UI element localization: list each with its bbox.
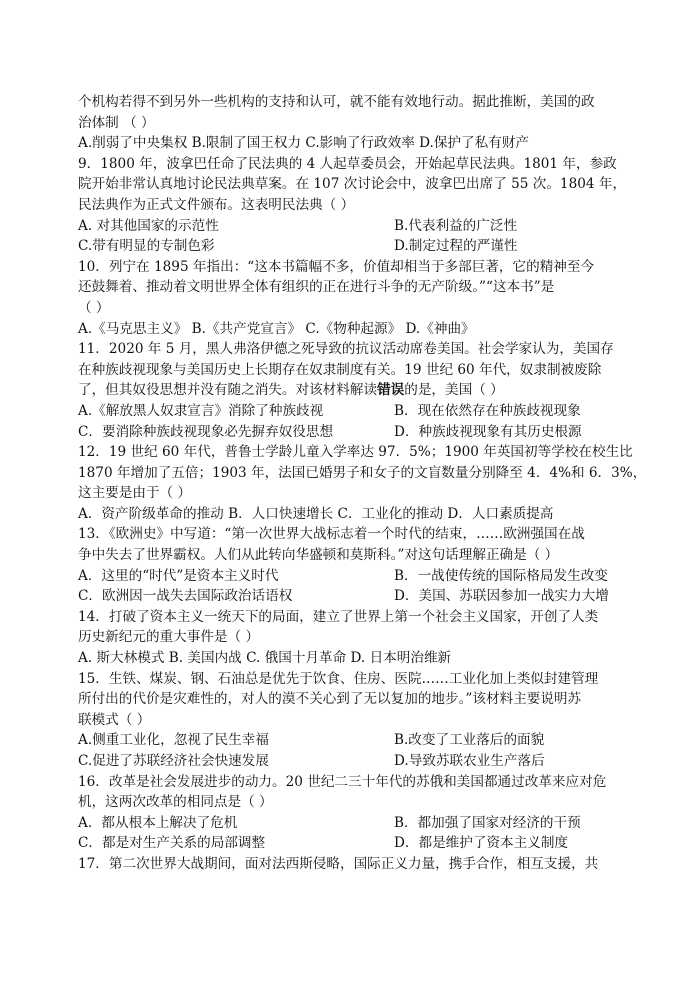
option-a: A．这里的“时代”是资本主义时代 [78, 567, 279, 584]
option-a: A．都从根本上解决了危机 [78, 814, 238, 831]
text-line [78, 380, 623, 401]
emphasis-text: 错误 [377, 382, 405, 399]
text-line: 个机构若得不到另外一些机构的支持和认可，就不能有效地行动。据此推断，美国的政 [78, 94, 595, 110]
option-row [78, 401, 623, 422]
text-line: 民法典作为正式文件颁布。这表明民法典（ ） [78, 196, 355, 213]
option-b: B.改变了工业落后的面貌 [394, 732, 545, 749]
option-d: D．美国、苏联因参加一战实力大增 [394, 588, 609, 605]
text-line: 治体制 （ ） [78, 114, 155, 131]
option-line: A.削弱了中央集权 B.限制了国王权力 C.影响了行政效率 D.保护了私有财产 [78, 135, 530, 152]
question-17: 17．第二次世界大战期间，面对法西斯侵略，国际正义力量，携手合作，相互支援，共 [78, 855, 599, 872]
text-line: 争中失去了世界霸权。人们从此转向华盛顿和莫斯科。”对这句话理解正确是（ ） [78, 547, 559, 564]
option-b: B．都加强了国家对经济的干预 [394, 814, 581, 831]
text-line: 还鼓舞着、推动着文明世界全体有组织的正在进行斗争的无产阶级。”“这本书”是 [78, 279, 555, 296]
question-13: 13．《欧洲史》中写道：“第一次世界大战标志着一个时代的结束，……欧洲强国在战 [78, 526, 585, 543]
text-line: （ ） [78, 299, 110, 316]
text-line: 历史新纪元的重大事件是（ ） [78, 629, 260, 646]
option-d: D.制定过程的严谨性 [394, 238, 518, 255]
option-row [78, 236, 623, 257]
question-10: 10．列宁在 1895 年指出：“这本书篇幅不多，价值却相当于多部巨著，它的精神至今 [78, 258, 595, 275]
text-line: 联模式（ ） [78, 711, 151, 728]
question-11: 11．2020 年 5 月，黑人弗洛伊德之死导致的抗议活动席卷美国。社会学家认为，美国存 [78, 341, 614, 358]
option-c: C．欧洲因一战失去国际政治话语权 [78, 588, 293, 605]
option-d: D．种族歧视现象有其历史根源 [394, 423, 582, 440]
text-line: 机，这两次改革的相同点是（ ） [78, 794, 273, 811]
option-c: C．要消除种族歧视现象必先摒弃奴役思想 [78, 423, 334, 440]
option-b: B.代表利益的广泛性 [394, 217, 518, 234]
option-a: A. 对其他国家的示范性 [78, 217, 219, 234]
option-row [78, 751, 623, 772]
text-line: 1870 年增加了五倍；1903 年，法国已婚男子和女子的文盲数量分别降至 4．4%和 6．3%， [78, 464, 647, 481]
question-14: 14．打破了资本主义一统天下的局面，建立了世界上第一个社会主义国家，开创了人类 [78, 608, 599, 625]
option-b: B．一战使传统的国际格局发生改变 [394, 567, 608, 584]
option-row [78, 833, 623, 854]
question-15: 15．生铁、煤炭、钢、石油总是优先于饮食、住房、医院……工业化加上类似封建管理 [78, 670, 599, 687]
option-row [78, 730, 623, 751]
option-b: B．现在依然存在种族歧视现象 [394, 402, 581, 419]
option-line: A．资产阶级革命的推动 B．人口快速增长 C．工业化的推动 D．人口素质提高 [78, 505, 554, 522]
question-12: 12．19 世纪 60 年代，普鲁士学龄儿童入学率达 97．5%；1900 年英国初等学校在校生比 [78, 444, 633, 461]
option-row [78, 422, 623, 443]
option-row [78, 813, 623, 834]
text-line: 在种族歧视现象与美国历史上长期存在奴隶制度有关。19 世纪 60 年代，奴隶制被废除 [78, 361, 602, 378]
option-d: D.导致苏联农业生产落后 [394, 753, 545, 769]
option-c: C.带有明显的专制色彩 [78, 238, 215, 255]
question-16: 16．改革是社会发展进步的动力。20 世纪二三十年代的苏俄和美国都通过改革来应对危 [78, 773, 607, 790]
text-line: 这主要是由于（ ） [78, 485, 192, 502]
text-line: 所付出的代价是灾难性的，对人的漠不关心到了无以复加的地步。”该材料主要说明苏 [78, 691, 582, 708]
text-line: 院开始非常认真地讨论民法典草案。在 107 次讨论会中，波拿巴出席了 55 次。1804 年， [78, 176, 627, 193]
option-line: A. 斯大林模式 B. 美国内战 C. 俄国十月革命 D. 日本明治维新 [78, 650, 452, 667]
option-row [78, 216, 623, 237]
option-a: A.侧重工业化，忽视了民生幸福 [78, 732, 269, 749]
text-segment: 的是，美国（ ） [404, 382, 504, 399]
option-c: C.促进了苏联经济社会快速发展 [78, 753, 269, 769]
option-c: C．都是对生产关系的局部调整 [78, 835, 266, 852]
question-list [78, 92, 647, 875]
option-row [78, 586, 623, 607]
option-line: A.《马克思主义》 B.《共产党宣言》 C.《物种起源》 D.《神曲》 [78, 320, 475, 337]
option-a: A.《解放黑人奴隶宣言》消除了种族歧视 [78, 402, 324, 419]
text-segment: 了，但其奴役思想并没有随之消失。对该材料解读 [78, 382, 378, 399]
option-d: D．都是维护了资本主义制度 [394, 835, 569, 852]
option-row [78, 566, 623, 587]
question-9: 9．1800 年，波拿巴任命了民法典的 4 人起草委员会，开始起草民法典。1801 年，参政 [78, 155, 617, 172]
